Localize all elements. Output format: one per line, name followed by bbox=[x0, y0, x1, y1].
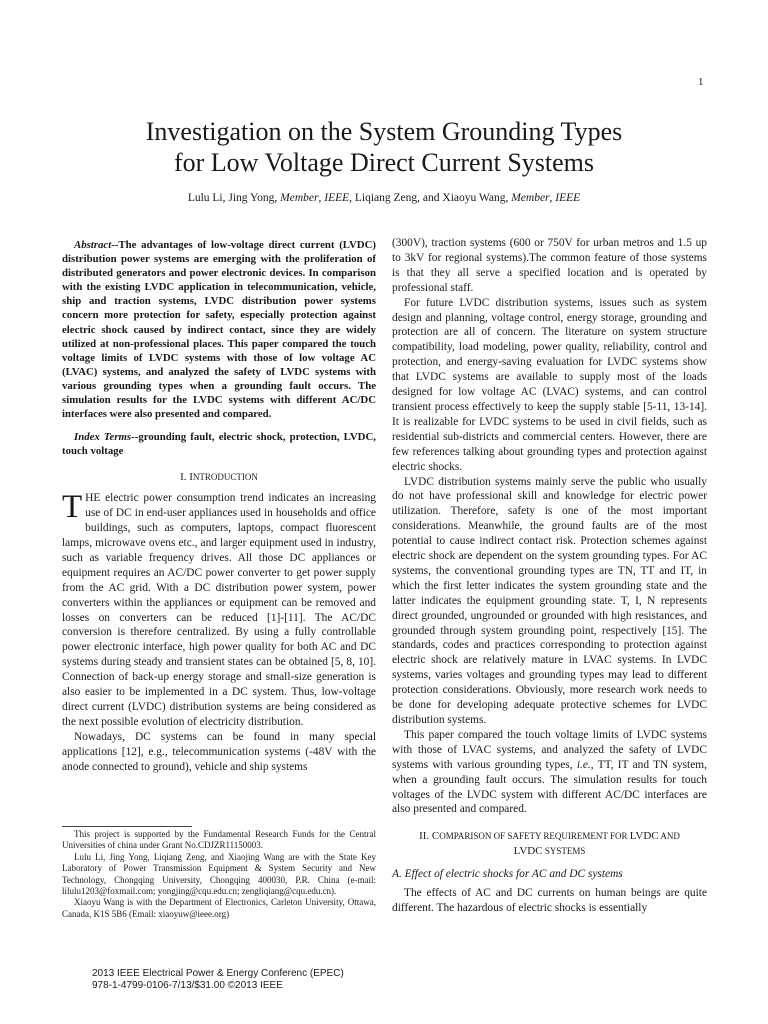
abstract bbox=[62, 238, 376, 421]
footnote-rule bbox=[62, 826, 192, 827]
conference-isbn: 978-1-4799-0106-7/13/$31.00 ©2013 IEEE bbox=[92, 980, 283, 991]
author-org-1: IEEE bbox=[324, 192, 350, 204]
author-role-2: Member bbox=[511, 192, 550, 204]
conference-footer bbox=[92, 968, 344, 992]
abstract-label: Abstract bbox=[74, 239, 112, 251]
intro-paragraph-1: THE electric power consumption trend indicates an increasing use of DC in end-user appliances used in households and office buildings, such as computers, laptops, compact fluorescent lamps, microwave ovens etc., and larger equipment used in industry, such as variable frequency drives. All those DC appliances or equipment requires an AC/DC power converter to get power supply from the AC grid. With a DC distribution power system, power converters within the appliances or equipment can be removed and losses on converters can be reduced [1]-[11]. The AC/DC conversion is therefore centralized. By using a fully controllable power electronic interface, high power quality for both AC and DC systems during steady and transient states can be obtained [5, 8, 10]. Connection of back-up energy storage and small-size generation is also easier to be implemented in a DC system. Thus, low-voltage direct current (LVDC) distribution systems are being considered as the next possible evolution of electricity distribution. bbox=[62, 489, 376, 728]
footnote-affiliation-1: Lulu Li, Jing Yong, Liqiang Zeng, and Xiaojing Wang are with the State Key Laboratory of Power Transmission Equipment & System Security and New Technology, Chongqing University, Chongqing 400030, P.R. China (e-mail: lilulu1203@foxmail.com; yongjing@cqu.edu.cn; zengliqiang@cqu.edu.cn). bbox=[62, 851, 376, 897]
right-paragraph-2: For future LVDC distribution systems, issues such as system design and planning, voltage control, energy storage, grounding and protection are all of concern. The literature on system structure compatibility, load modeling, power quality, reliability, control and protection, and energy-saving evaluation for LVDC systems show that LVDC systems are available to supply most of the loads designed for low voltage AC (LVAC) systems, and can control transient process effectively to keep the supply stable [5-11, 13-14]. It is realizable for LVDC systems to be used in civil fields, such as residential sub-districts and commercial centers. However, there are few references talking about grounding types and protection against electric shocks. bbox=[392, 296, 707, 473]
abstract-text: --The advantages of low-voltage direct current (LVDC) distribution power systems are emerging with the proliferation of distributed generators and power electronic devices. In comparison with the existing LVDC application in telecommunication, vehicle, ship and traction systems, LVDC distribution power systems concern more protection for safety, especially protection against electric shock caused by indirect contact, since they are widely utilized at non-professional places. This paper compared the touch voltage limits of LVDC systems with those of low voltage AC (LVAC) systems, and analyzed the safety of LVDC systems with various grounding types when a grounding fault occurs. The simulation results for the LVDC systems with different AC/DC interfaces were also presented and compared. bbox=[62, 239, 376, 421]
footnote-affiliation-2: Xiaoyu Wang is with the Department of Electronics, Carleton University, Ottawa, Canada, K1S 5B6 (Email: xiaoyuw@ieee.org) bbox=[62, 897, 376, 919]
subsection-heading-a: A. Effect of electric shocks for AC and DC systems bbox=[392, 868, 623, 881]
right-paragraph-3: LVDC distribution systems mainly serve the public who usually do not have professional skill and knowledge for electric power utilization. Therefore, safety is one of the most important considerations. Meanwhile, the ground faults are of the most potential to cause indirect contact risk. Protection schemes against electric shock are dependent on the system grounding types. For AC systems, the conventional grounding types are TN, TT and IT, in which the first letter indicates the system grounding state and the latter indicates the equipment grounding state. T, I, N represents direct grounded, ungrounded or grounded with high resistances, and grounded through system grounding point, respectively [15]. The standards, codes and practices corresponding to protection against electric shock are relatively mature in LVAC systems. In LVDC systems, varies voltages and grounding types may lead to different protection considerations. Obviously, more research work needs to be done for developing adequate protective schemes for LVDC distribution systems. bbox=[392, 475, 707, 726]
right-column bbox=[392, 236, 707, 916]
footnotes bbox=[62, 829, 376, 920]
footnote-funding: This project is supported by the Fundamental Research Funds for the Central Universities of china under Grant No.CDJZR11150003. bbox=[62, 829, 376, 851]
author-sep-2: , bbox=[549, 192, 556, 204]
author-role-1: Member bbox=[280, 192, 319, 204]
right-paragraph-4: This paper compared the touch voltage limits of LVDC systems with those of LVAC systems, and analyzed the safety of LVDC systems with various grounding types, i.e., TT, IT and TN system, when a grounding fault occurs. The simulation results for touch voltages of the LVDC system with different AC/DC interfaces are also presented and compared. bbox=[392, 728, 707, 816]
section-heading-introduction: I. INTRODUCTION bbox=[180, 471, 258, 484]
conference-name: 2013 IEEE Electrical Power & Energy Conferenc (EPEC) bbox=[92, 968, 344, 979]
page-number: 1 bbox=[698, 76, 704, 88]
title-line-2: for Low Voltage Direct Current Systems bbox=[173, 148, 595, 177]
index-terms-label: Index Terms bbox=[74, 431, 132, 444]
author-line bbox=[60, 192, 708, 204]
drop-cap: T bbox=[62, 489, 83, 526]
left-column bbox=[62, 238, 376, 775]
index-terms-text: --grounding fault, electric shock, protection, LVDC, touch voltage bbox=[62, 431, 376, 458]
right-paragraph-1: (300V), traction systems (600 or 750V for urban metros and 1.5 up to 3kV for regional systems).The common feature of those systems is that they all serve a specified location and is operated by professional staff. bbox=[392, 237, 707, 294]
intro-paragraph-2: Nowadays, DC systems can be found in many special applications [12], e.g., telecommunication systems (-48V with the anode connected to ground), vehicle and ship systems bbox=[62, 730, 376, 773]
author-org-2: IEEE bbox=[555, 192, 581, 204]
title-line-1: Investigation on the System Grounding Types bbox=[145, 117, 623, 146]
author-names-1: Lulu Li, Jing Yong, bbox=[187, 192, 281, 204]
right-paragraph-5: The effects of AC and DC currents on human beings are quite different. The hazardous of electric shocks is essentially bbox=[392, 887, 707, 915]
paper-title bbox=[60, 116, 708, 178]
author-sep-1: , bbox=[318, 192, 325, 204]
author-names-2: , Liqiang Zeng, and Xiaoyu Wang, bbox=[349, 192, 512, 204]
index-terms bbox=[62, 430, 376, 458]
section-heading-comparison: II. COMPARISON OF SAFETY REQUIREMENT FOR LVDC AND LVDC SYSTEMS bbox=[419, 830, 680, 858]
